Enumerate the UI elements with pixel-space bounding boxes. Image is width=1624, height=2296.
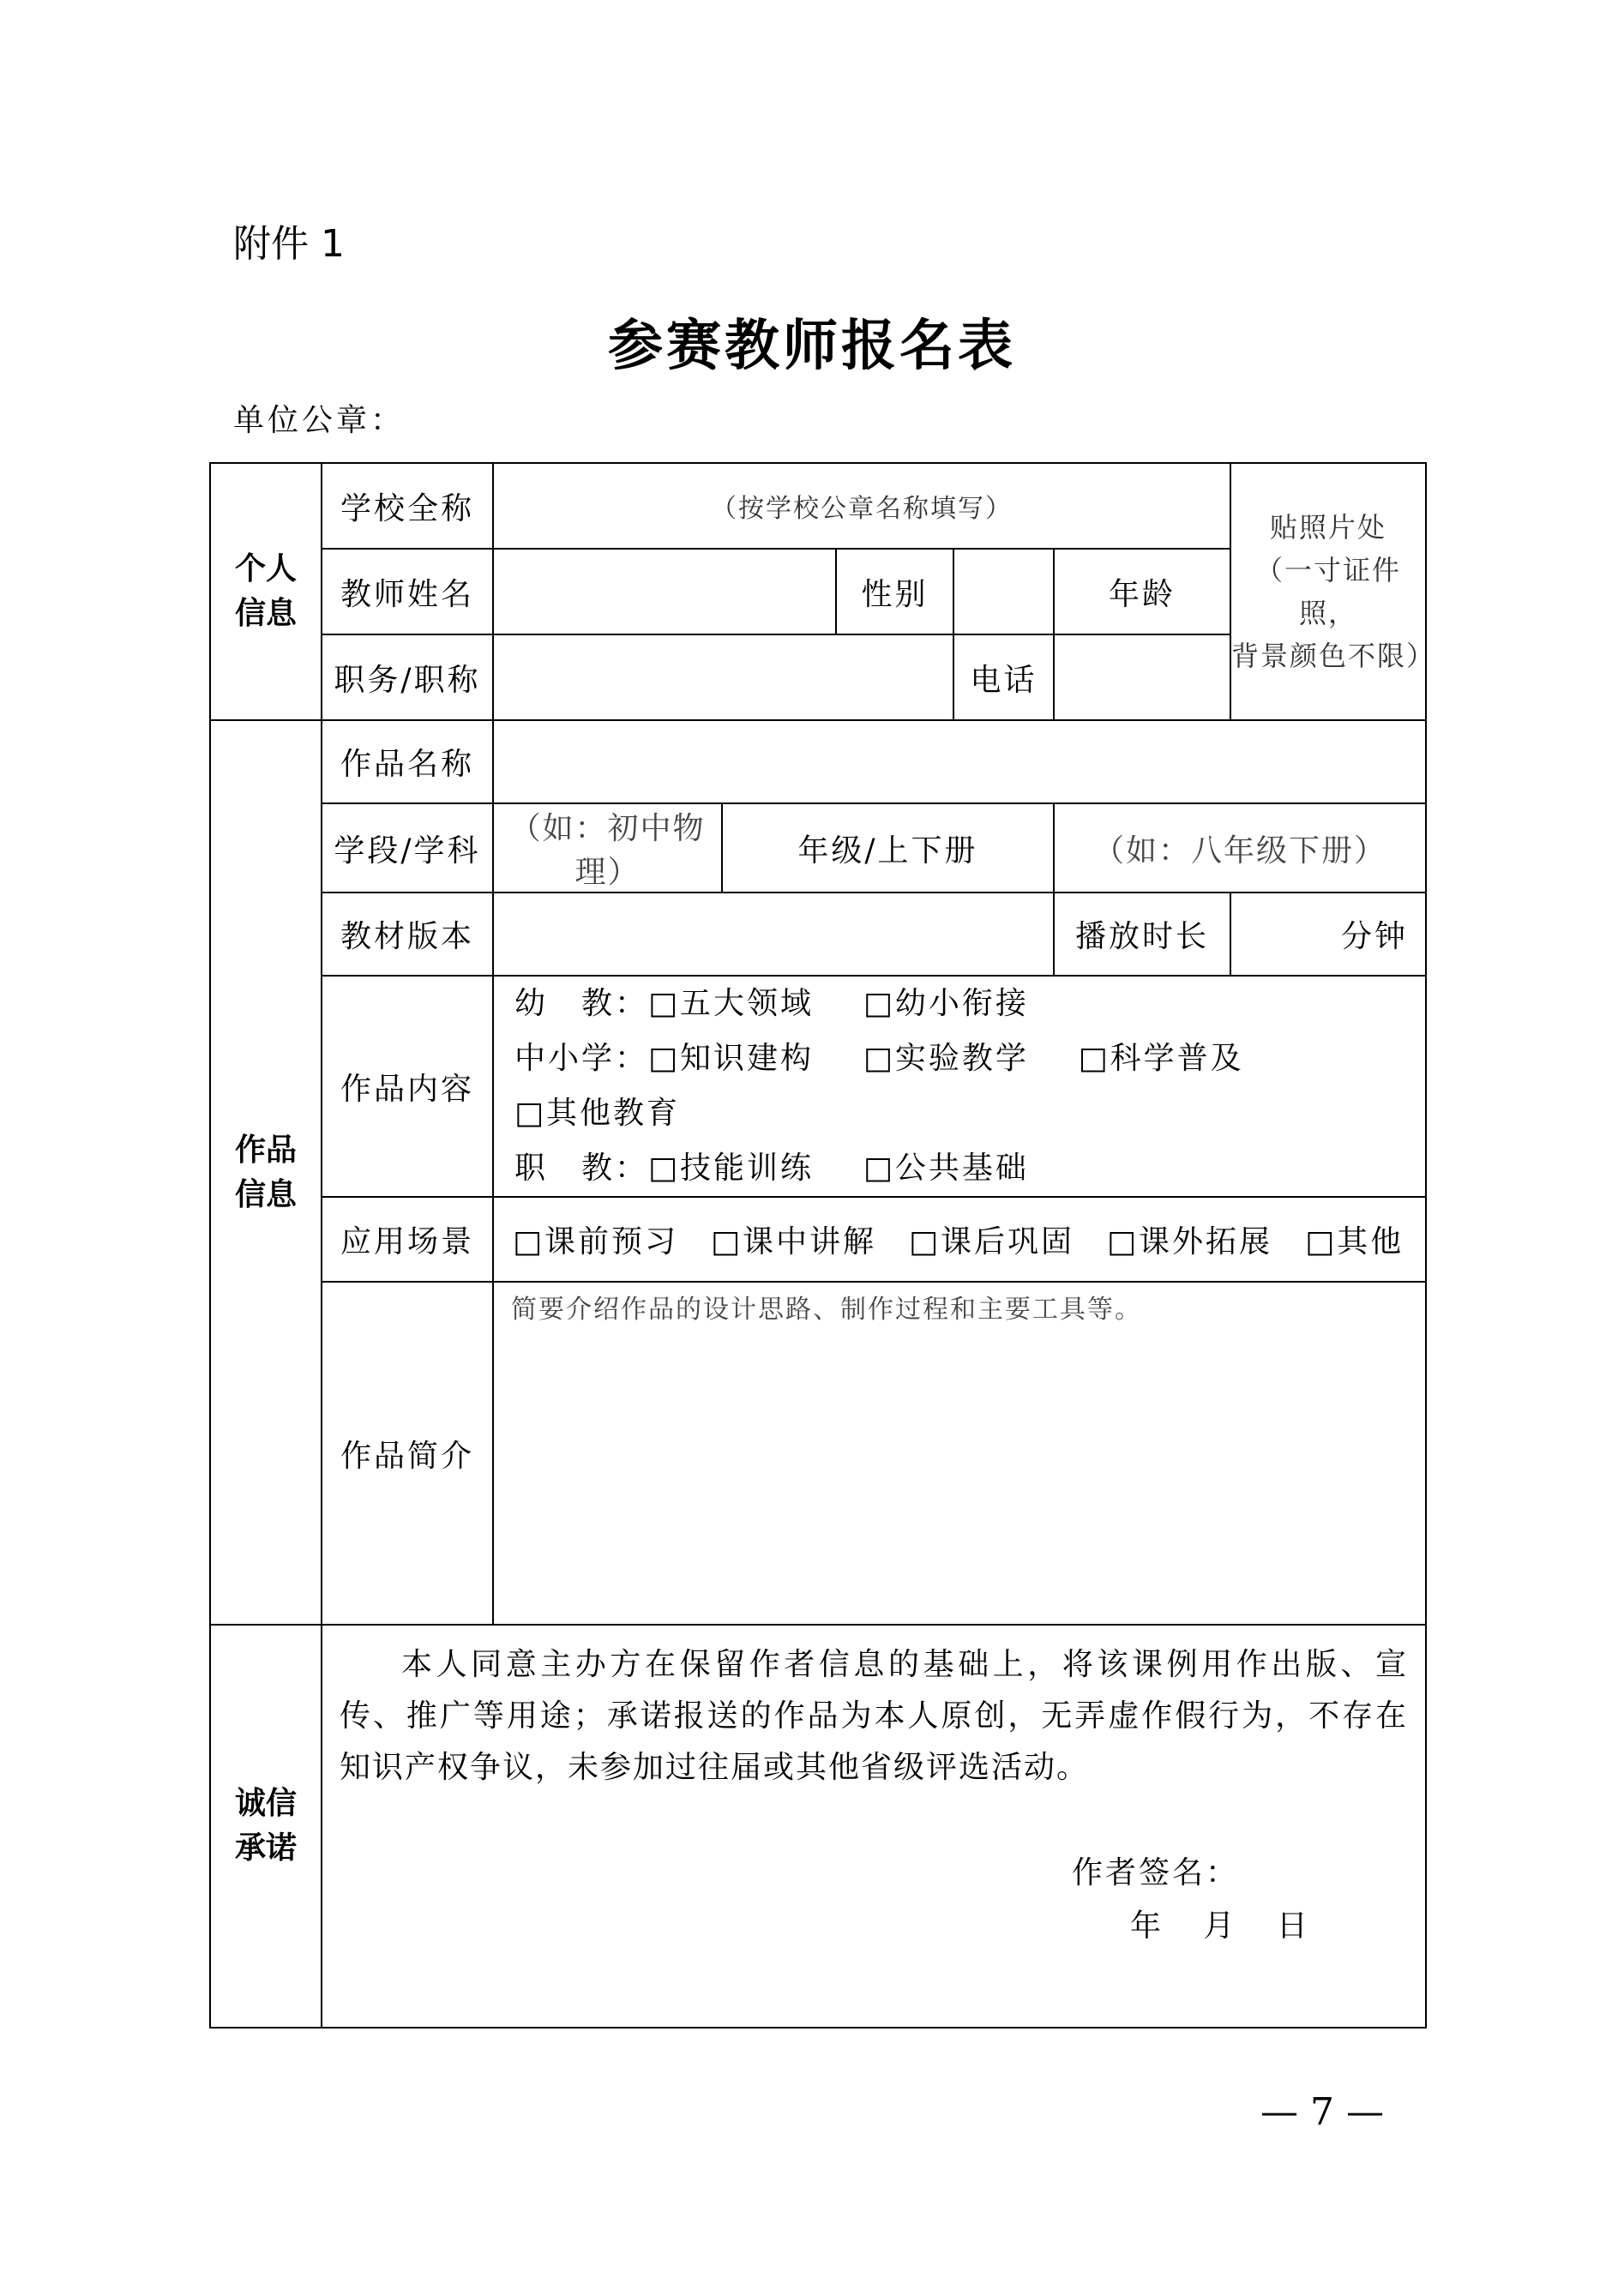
teacher-name-label: 教师姓名 bbox=[322, 549, 493, 634]
job-title-field[interactable] bbox=[493, 634, 953, 720]
promise-statement: 本人同意主办方在保留作者信息的基础上，将该课例用作出版、宣传、推广等用途；承诺报送的作品为本人原创，无弄虚作假行为，不存在知识产权争议，未参加过往届或其他省级评选活动。 bbox=[340, 1647, 1409, 1785]
checkbox-after-class[interactable]: □课后巩固 bbox=[909, 1224, 1075, 1259]
work-name-field[interactable] bbox=[493, 720, 1426, 803]
textbook-version-field[interactable] bbox=[493, 893, 1054, 976]
form-title: 参赛教师报名表 bbox=[608, 314, 1016, 378]
page-number: — 7 — bbox=[1260, 2090, 1384, 2134]
grade-volume-field[interactable]: （如：八年级下册） bbox=[1054, 803, 1426, 893]
checkbox-pre-class[interactable]: □课前预习 bbox=[513, 1224, 679, 1259]
attachment-label: 附件 1 bbox=[233, 222, 345, 266]
duration-label: 播放时长 bbox=[1054, 893, 1230, 976]
checkbox-science-popularization[interactable]: □科学普及 bbox=[1078, 1041, 1244, 1076]
checkbox-knowledge-building[interactable]: □知识建构 bbox=[648, 1041, 815, 1076]
work-content-options bbox=[493, 976, 1426, 1197]
promise-cell bbox=[322, 1625, 1426, 2028]
teacher-name-field[interactable] bbox=[493, 549, 836, 634]
unit-seal-label: 单位公章： bbox=[233, 403, 406, 438]
work-content-label: 作品内容 bbox=[322, 976, 493, 1197]
registration-form-table bbox=[209, 462, 1436, 2029]
job-title-label: 职务/职称 bbox=[322, 634, 493, 720]
duration-field[interactable]: 分钟 bbox=[1230, 893, 1426, 976]
textbook-version-label: 教材版本 bbox=[322, 893, 493, 976]
work-name-label: 作品名称 bbox=[322, 720, 493, 803]
content-line-vocational: 职 教：□技能训练 □公共基础 bbox=[514, 1141, 1425, 1196]
grade-volume-label: 年级/上下册 bbox=[722, 803, 1054, 893]
scene-label: 应用场景 bbox=[322, 1197, 493, 1282]
checkbox-other-scene[interactable]: □其他 bbox=[1305, 1224, 1404, 1259]
section-integrity-promise: 诚信 承诺 bbox=[210, 1625, 322, 2028]
checkbox-skill-training[interactable]: □技能训练 bbox=[648, 1151, 815, 1186]
scene-options bbox=[493, 1197, 1426, 1282]
school-name-label: 学校全称 bbox=[322, 463, 493, 549]
stage-subject-label: 学段/学科 bbox=[322, 803, 493, 893]
photo-box[interactable]: 贴照片处 （一寸证件照， 背景颜色不限） bbox=[1230, 463, 1426, 720]
checkbox-kindergarten-transition[interactable]: □幼小衔接 bbox=[863, 986, 1029, 1021]
phone-field[interactable] bbox=[1054, 634, 1230, 720]
signature-date: 年 月 日 bbox=[1130, 1908, 1308, 1944]
checkbox-other-education[interactable]: □其他教育 bbox=[514, 1096, 681, 1131]
checkbox-extracurricular[interactable]: □课外拓展 bbox=[1107, 1224, 1273, 1259]
gender-field[interactable] bbox=[953, 549, 1054, 634]
stage-subject-field[interactable]: （如：初中物理） bbox=[493, 803, 722, 893]
age-label: 年龄 bbox=[1054, 549, 1230, 634]
work-intro-field[interactable]: 简要介绍作品的设计思路、制作过程和主要工具等。 bbox=[493, 1282, 1426, 1625]
section-work-info: 作品 信息 bbox=[210, 720, 322, 1625]
checkbox-in-class[interactable]: □课中讲解 bbox=[711, 1224, 877, 1259]
section-personal-info: 个人 信息 bbox=[210, 463, 322, 720]
content-line-preschool: 幼 教：□五大领域 □幼小衔接 bbox=[514, 977, 1425, 1031]
content-line-k12: 中小学：□知识建构 □实验教学 □科学普及 □其他教育 bbox=[514, 1031, 1425, 1141]
work-intro-label: 作品简介 bbox=[322, 1282, 493, 1625]
phone-label: 电话 bbox=[953, 634, 1054, 720]
gender-label: 性别 bbox=[836, 549, 953, 634]
checkbox-experiment-teaching[interactable]: □实验教学 bbox=[863, 1041, 1029, 1076]
checkbox-public-foundation[interactable]: □公共基础 bbox=[863, 1151, 1029, 1186]
author-signature-label: 作者签名： bbox=[1072, 1855, 1240, 1890]
school-name-field[interactable]: （按学校公章名称填写） bbox=[493, 463, 1230, 549]
checkbox-five-domains[interactable]: □五大领域 bbox=[648, 986, 815, 1021]
